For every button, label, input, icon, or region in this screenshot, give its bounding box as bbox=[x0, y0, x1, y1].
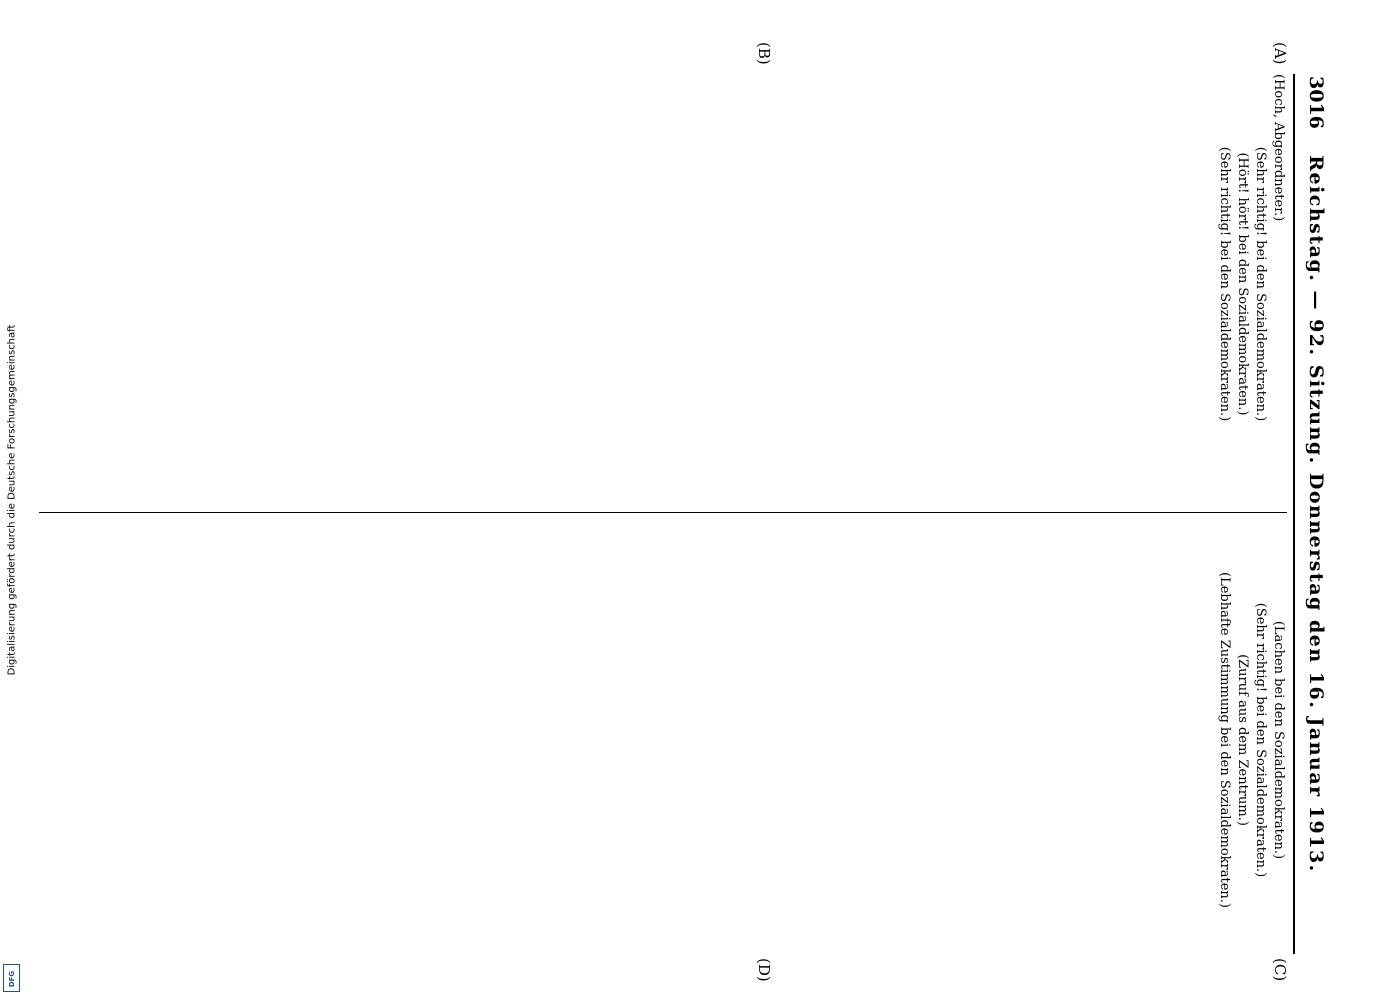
margin-mark-a: (A) bbox=[1271, 42, 1289, 65]
margin-mark-c: (C) bbox=[1271, 958, 1289, 982]
running-head bbox=[1293, 74, 1333, 954]
page-number: 3016 bbox=[1305, 76, 1327, 129]
reaction: (Lebhafte Zustimmung bei den Sozialdemokraten.) bbox=[1217, 572, 1233, 908]
reaction: (Lachen bei den Sozialdemokraten.) bbox=[1271, 620, 1286, 860]
digitization-credit bbox=[0, 0, 24, 1000]
credit-text: Digitalisierung gefördert durch die Deutsche Forschungsgemeinschaft bbox=[6, 324, 18, 676]
margin-mark-b: (B) bbox=[755, 42, 773, 65]
reaction: (Sehr richtig! bei den Sozialdemokraten.) bbox=[1217, 146, 1233, 422]
dfg-logo-icon bbox=[3, 964, 20, 992]
speaker-label: (Hoch, Abgeordneter.) bbox=[1271, 74, 1286, 222]
page-title: Reichstag. — 92. Sitzung. Donnerstag den 16. Januar 1913. bbox=[1305, 155, 1327, 873]
margin-mark-d: (D) bbox=[755, 958, 773, 982]
dfg-logo-text: DFG bbox=[8, 970, 16, 988]
reaction: (Sehr richtig! bei den Sozialdemokraten.) bbox=[1253, 602, 1269, 878]
column-divider bbox=[39, 512, 1287, 513]
document-page bbox=[31, 42, 1333, 982]
right-column bbox=[39, 530, 1287, 950]
reaction: (Hört! hört! bei den Sozialdemokraten.) bbox=[1235, 152, 1251, 416]
reaction: (Zuruf aus dem Zentrum.) bbox=[1235, 654, 1251, 826]
left-column bbox=[39, 74, 1287, 494]
reaction: (Sehr richtig! bei den Sozialdemokraten.) bbox=[1253, 146, 1269, 422]
